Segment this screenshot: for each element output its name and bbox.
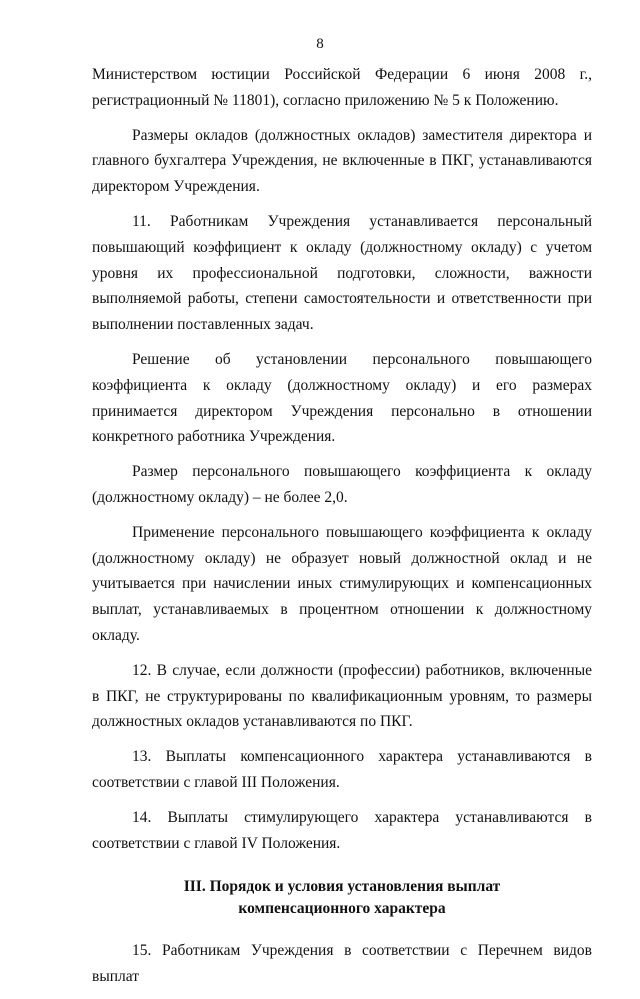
paragraphs-after-heading: [92, 938, 592, 990]
paragraphs-before-heading: [92, 62, 592, 856]
paragraph: 15. Работникам Учреждения в соответствии с Перечнем видов выплат: [92, 942, 592, 986]
paragraph: Применение персонального повышающего коэффициента к окладу (должностному окладу) не образует новый должностной оклад и не учитывается при начислении иных стимулирующих и компенсационных выплат, устанавливаемых в процентном отношении к должностному окладу.: [92, 523, 592, 644]
paragraph: Размер персонального повышающего коэффициента к окладу (должностному окладу) – не более 2,0.: [92, 463, 592, 506]
section-heading-line1: III. Порядок и условия установления выплат: [183, 878, 501, 896]
page-content: [92, 62, 592, 999]
paragraph: 11. Работникам Учреждения устанавливается персональный повышающий коэффициент к окладу (должностному окладу) с учетом уровня их профессиональной подготовки, сложности, важности выполняемой работы, степени самостоятельности и ответственности при выполнении поставленных задач.: [92, 212, 592, 334]
section-heading-line2: компенсационного характера: [238, 900, 446, 918]
page-number: 8: [316, 36, 324, 52]
section-heading: [92, 876, 592, 920]
paragraph: Решение об установлении персонального повышающего коэффициента к окладу (должностному окладу) и его размерах принимается директором Учреждения персонально в отношении конкретного работника Учреждения.: [92, 350, 592, 446]
paragraph: 14. Выплаты стимулирующего характера устанавливаются в соответствии с главой IV Положения.: [92, 808, 592, 852]
paragraph: Размеры окладов (должностных окладов) заместителя директора и главного бухгалтера Учреждения, не включенные в ПКГ, устанавливаются директором Учреждения.: [92, 126, 592, 196]
paragraph: Министерством юстиции Российской Федерации 6 июня 2008 г., регистрационный № 11801), согласно приложению № 5 к Положению.: [92, 66, 592, 109]
paragraph: 13. Выплаты компенсационного характера устанавливаются в соответствии с главой III Положения.: [92, 748, 592, 791]
paragraph: 12. В случае, если должности (профессии) работников, включенные в ПКГ, не структурированы по квалификационным уровням, то размеры должностных окладов устанавливаются по ПКГ.: [92, 661, 592, 731]
